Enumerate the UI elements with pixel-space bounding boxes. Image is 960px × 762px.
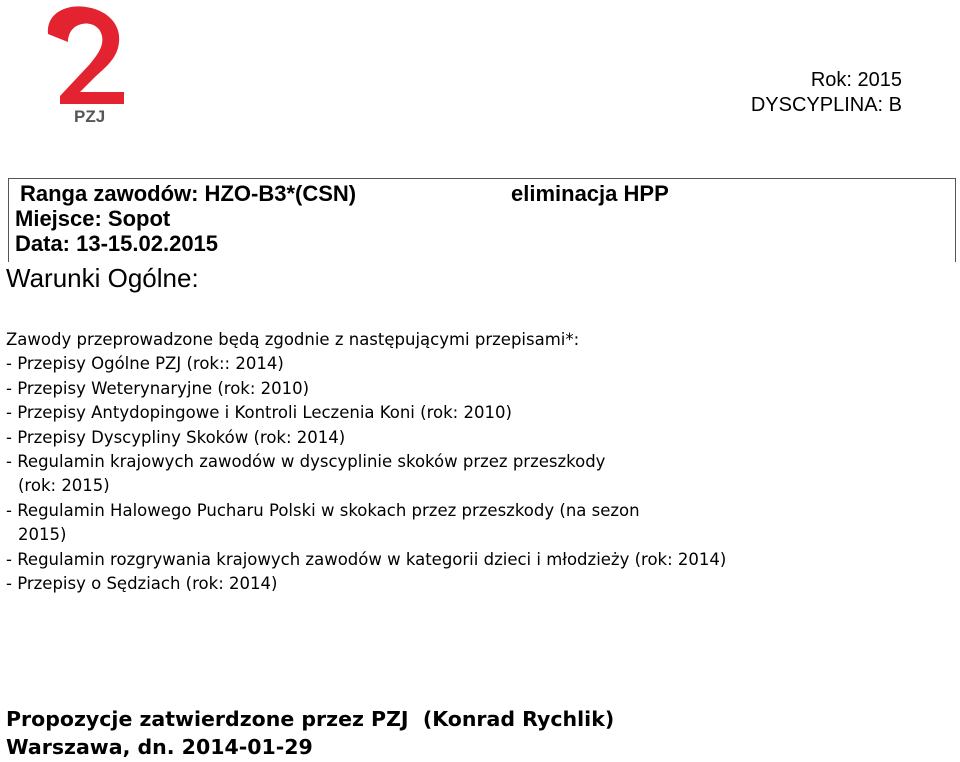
year-label: Rok: 2015 [810,69,902,91]
rule-item: - Przepisy Weterynaryjne (rok: 2010) [6,378,310,398]
rule-item-continuation: (rok: 2015) [18,476,110,496]
event-place: Miejsce: Sopot [15,206,171,231]
rule-item: - Przepisy Antydopingowe i Kontroli Leczenia Koni (rok: 2010) [6,403,512,423]
event-qualifier: eliminacja HPP [511,181,669,206]
rules-list [6,328,726,596]
approval-note: Propozycje zatwierdzone przez PZJ (Konrad Rychlik) [6,707,615,731]
rule-item-continuation: 2015) [18,525,67,545]
rule-item: - Regulamin rozgrywania krajowych zawodów w kategorii dzieci i młodzieży (rok: 2014) [6,549,727,569]
logo-text: PZJ [74,107,106,126]
rule-item: - Regulamin Halowego Pucharu Polski w skokach przez przeszkody (na sezon [6,500,640,520]
rule-item: - Przepisy Dyscypliny Skoków (rok: 2014) [6,427,346,447]
pzj-logo-icon [38,4,130,126]
rule-item: - Regulamin krajowych zawodów w dyscyplinie skoków przez przeszkody [6,452,606,472]
document-header [751,68,902,118]
discipline-label: DYSCYPLINA: B [750,94,902,116]
general-conditions-title: Warunki Ogólne: [6,263,199,293]
rule-item: - Przepisy Ogólne PZJ (rok:: 2014) [6,354,284,374]
rules-intro: Zawody przeprowadzone będą zgodnie z następującymi przepisami*: [6,330,580,349]
rule-item: - Przepisy o Sędziach (rok: 2014) [6,574,278,594]
event-date: Data: 13-15.02.2015 [15,231,219,256]
event-rank: Ranga zawodów: HZO-B3*(CSN) [20,181,357,206]
pzj-logo [38,4,130,126]
place-date: Warszawa, dn. 2014-01-29 [6,735,313,759]
